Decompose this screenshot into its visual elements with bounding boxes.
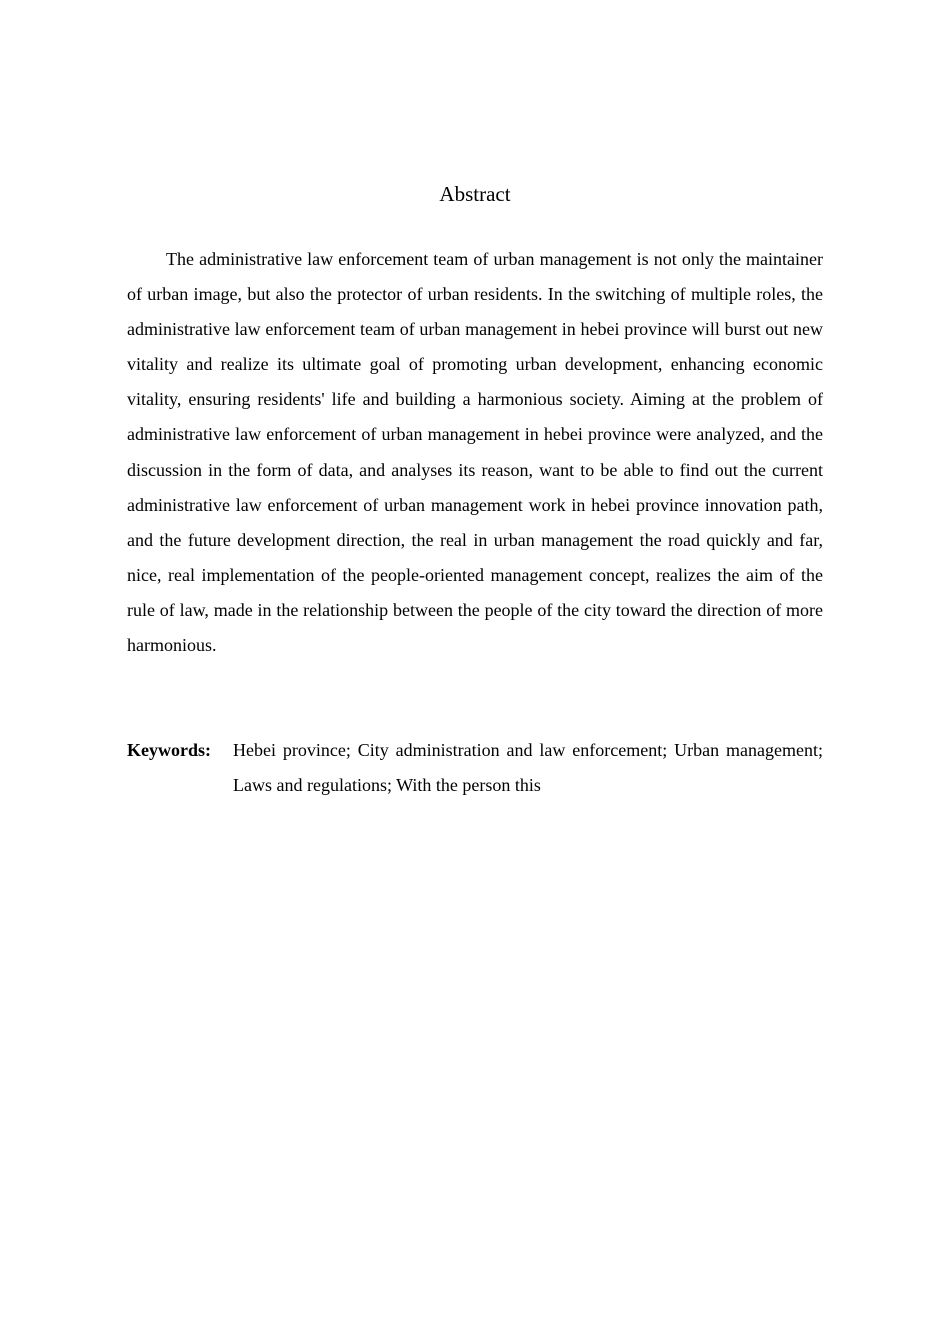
keywords-label: Keywords:	[127, 740, 211, 760]
keywords-section	[127, 733, 823, 803]
abstract-title: Abstract	[439, 182, 511, 206]
keywords-text: Hebei province; City administration and law enforcement; Urban management; Laws and regulations; With the person this	[233, 740, 823, 795]
abstract-body: The administrative law enforcement team of urban management is not only the maintainer of urban image, but also the protector of urban residents. In the switching of multiple roles, the administrative law enforcement team of urban management in hebei province will burst out new vitality and realize its ultimate goal of promoting urban development, enhancing economic vitality, ensuring residents' life and building a harmonious society. Aiming at the problem of administrative law enforcement of urban management in hebei province were analyzed, and the discussion in the form of data, and analyses its reason, want to be able to find out the current administrative law enforcement of urban management work in hebei province innovation path, and the future development direction, the real in urban management the road quickly and far, nice, real implementation of the people-oriented management concept, realizes the aim of the rule of law, made in the relationship between the people of the city toward the direction of more harmonious.	[127, 249, 823, 656]
